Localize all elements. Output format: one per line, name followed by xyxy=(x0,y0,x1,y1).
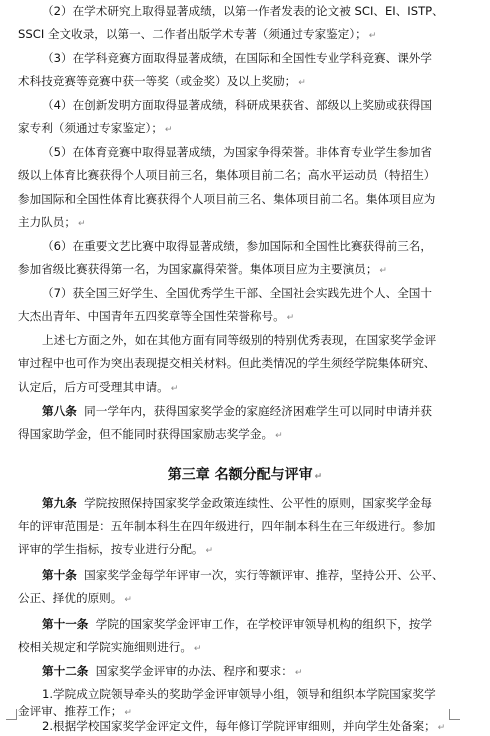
paragraph-mark-icon: ↵ xyxy=(314,472,323,482)
article-11-line: 第十一条 学院的国家奖学金评审工作，在学校评审领导机构的组织下，按学 xyxy=(42,617,432,631)
paragraph-mark-icon: ↵ xyxy=(379,266,387,276)
text-line: 认定后，后方可受理其申请。 ↵ xyxy=(18,380,179,394)
paragraph-mark-icon: ↵ xyxy=(294,668,303,678)
text-line: 参加省级比赛获得第一名，为国家赢得荣誉。集体项目应为主要演员； ↵ xyxy=(18,262,387,276)
text-line: （4）在创新发明方面取得显著成绩，科研成果获省、部级以上奖励或获得国 xyxy=(42,98,432,112)
paragraph-mark-icon: ↵ xyxy=(368,31,377,41)
text-line: 校相关规定和学院实施细则进行。 ↵ xyxy=(18,640,202,654)
text-line: 级以上体育比赛获得个人项目前三名，集体项目前二名；高水平运动员（特招生） xyxy=(18,168,436,182)
paragraph-mark-icon: ↵ xyxy=(437,723,446,733)
paragraph-mark-icon: ↵ xyxy=(124,708,132,718)
crop-mark-bottom-left xyxy=(6,709,17,720)
text-line: 审过程中也可作为突出表现提交相关材料。但此类情况的学生须经学院集体研究、 xyxy=(18,356,436,370)
paragraph-mark-icon: ↵ xyxy=(205,546,214,556)
text-line: （7）获全国三好学生、全国优秀学生干部、全国社会实践先进个人、全国十 xyxy=(42,286,432,300)
text-line: 家专利（须通过专家鉴定）； ↵ xyxy=(18,121,173,135)
article-8-line: 第八条 同一学年内，获得国家奖学金的家庭经济困难学生可以同时申请并获 xyxy=(42,404,432,418)
article-10-line: 第十条 国家奖学金每学年评审一次，实行等额评审、推荐，坚持公开、公平、 xyxy=(42,568,444,582)
text-line: （3）在学科竞赛方面取得显著成绩，在国际和全国性专业学科竞赛、课外学 xyxy=(42,51,432,65)
paragraph-mark-icon: ↵ xyxy=(275,431,283,441)
paragraph-mark-icon: ↵ xyxy=(298,78,306,88)
paragraph-mark-icon: ↵ xyxy=(170,384,179,394)
crop-mark-bottom-right xyxy=(449,709,460,720)
article-9-line: 第九条 学院按照保持国家奖学金政策连续性、公平性的原则，国家奖学金每 xyxy=(42,496,432,510)
chapter-heading: 第三章 名额分配与评审 ↵ xyxy=(167,467,323,483)
text-line: SSCI 全文收录，以第一、二作者出版学术专著（须通过专家鉴定）； ↵ xyxy=(18,27,377,41)
paragraph-mark-icon: ↵ xyxy=(124,595,132,605)
text-line: 公正、择优的原则。 ↵ xyxy=(18,591,132,605)
text-line: 年的评审范围是：五年制本科生在四年级进行，四年制本科生在三年级进行。参加 xyxy=(18,519,436,533)
text-line: 主力队员； ↵ xyxy=(18,215,86,229)
text-line: （5）在体育竞赛中取得显著成绩，为国家争得荣誉。非体育专业学生参加省 xyxy=(42,145,432,159)
text-line: 1.学院成立院领导牵头的奖助学金评审领导小组，领导和组织本学院国家奖学 xyxy=(42,687,436,701)
text-line: 参加国际和全国性体育比赛获得个人项目前三名、集体项目前二名。集体项目应为 xyxy=(18,192,436,206)
text-line: 得国家助学金，但不能同时获得国家励志奖学金。 ↵ xyxy=(18,427,283,441)
text-line: 金评审、推荐工作； ↵ xyxy=(18,704,132,718)
text-line: 上述七方面之外，如在其他方面有同等级别的特别优秀表现，在国家奖学金评 xyxy=(42,333,437,347)
text-line: （6）在重要文艺比赛中取得显著成绩，参加国际和全国性比赛获得前三名， xyxy=(42,239,432,253)
paragraph-mark-icon: ↵ xyxy=(77,219,86,229)
text-line: 术科技竞赛等竞赛中获一等奖（或金奖）及以上奖励； ↵ xyxy=(18,74,306,88)
text-line: （2）在学术研究上取得显著成绩，以第一作者发表的论文被 SCI、EI、ISTP、 xyxy=(42,4,444,18)
paragraph-mark-icon: ↵ xyxy=(286,313,295,323)
paragraph-mark-icon: ↵ xyxy=(193,644,202,654)
text-line: 评审的学生指标，按专业进行分配。 ↵ xyxy=(18,542,214,556)
paragraph-mark-icon: ↵ xyxy=(164,125,173,135)
text-line: 大杰出青年、中国青年五四奖章等全国性荣誉称号。 ↵ xyxy=(18,309,295,323)
article-12-line: 第十二条 国家奖学金评审的办法、程序和要求： ↵ xyxy=(42,664,303,678)
text-line: 2.根据学校国家奖学金评定文件，每年修订学院评审细则，并向学生处备案； ↵ xyxy=(42,719,446,733)
